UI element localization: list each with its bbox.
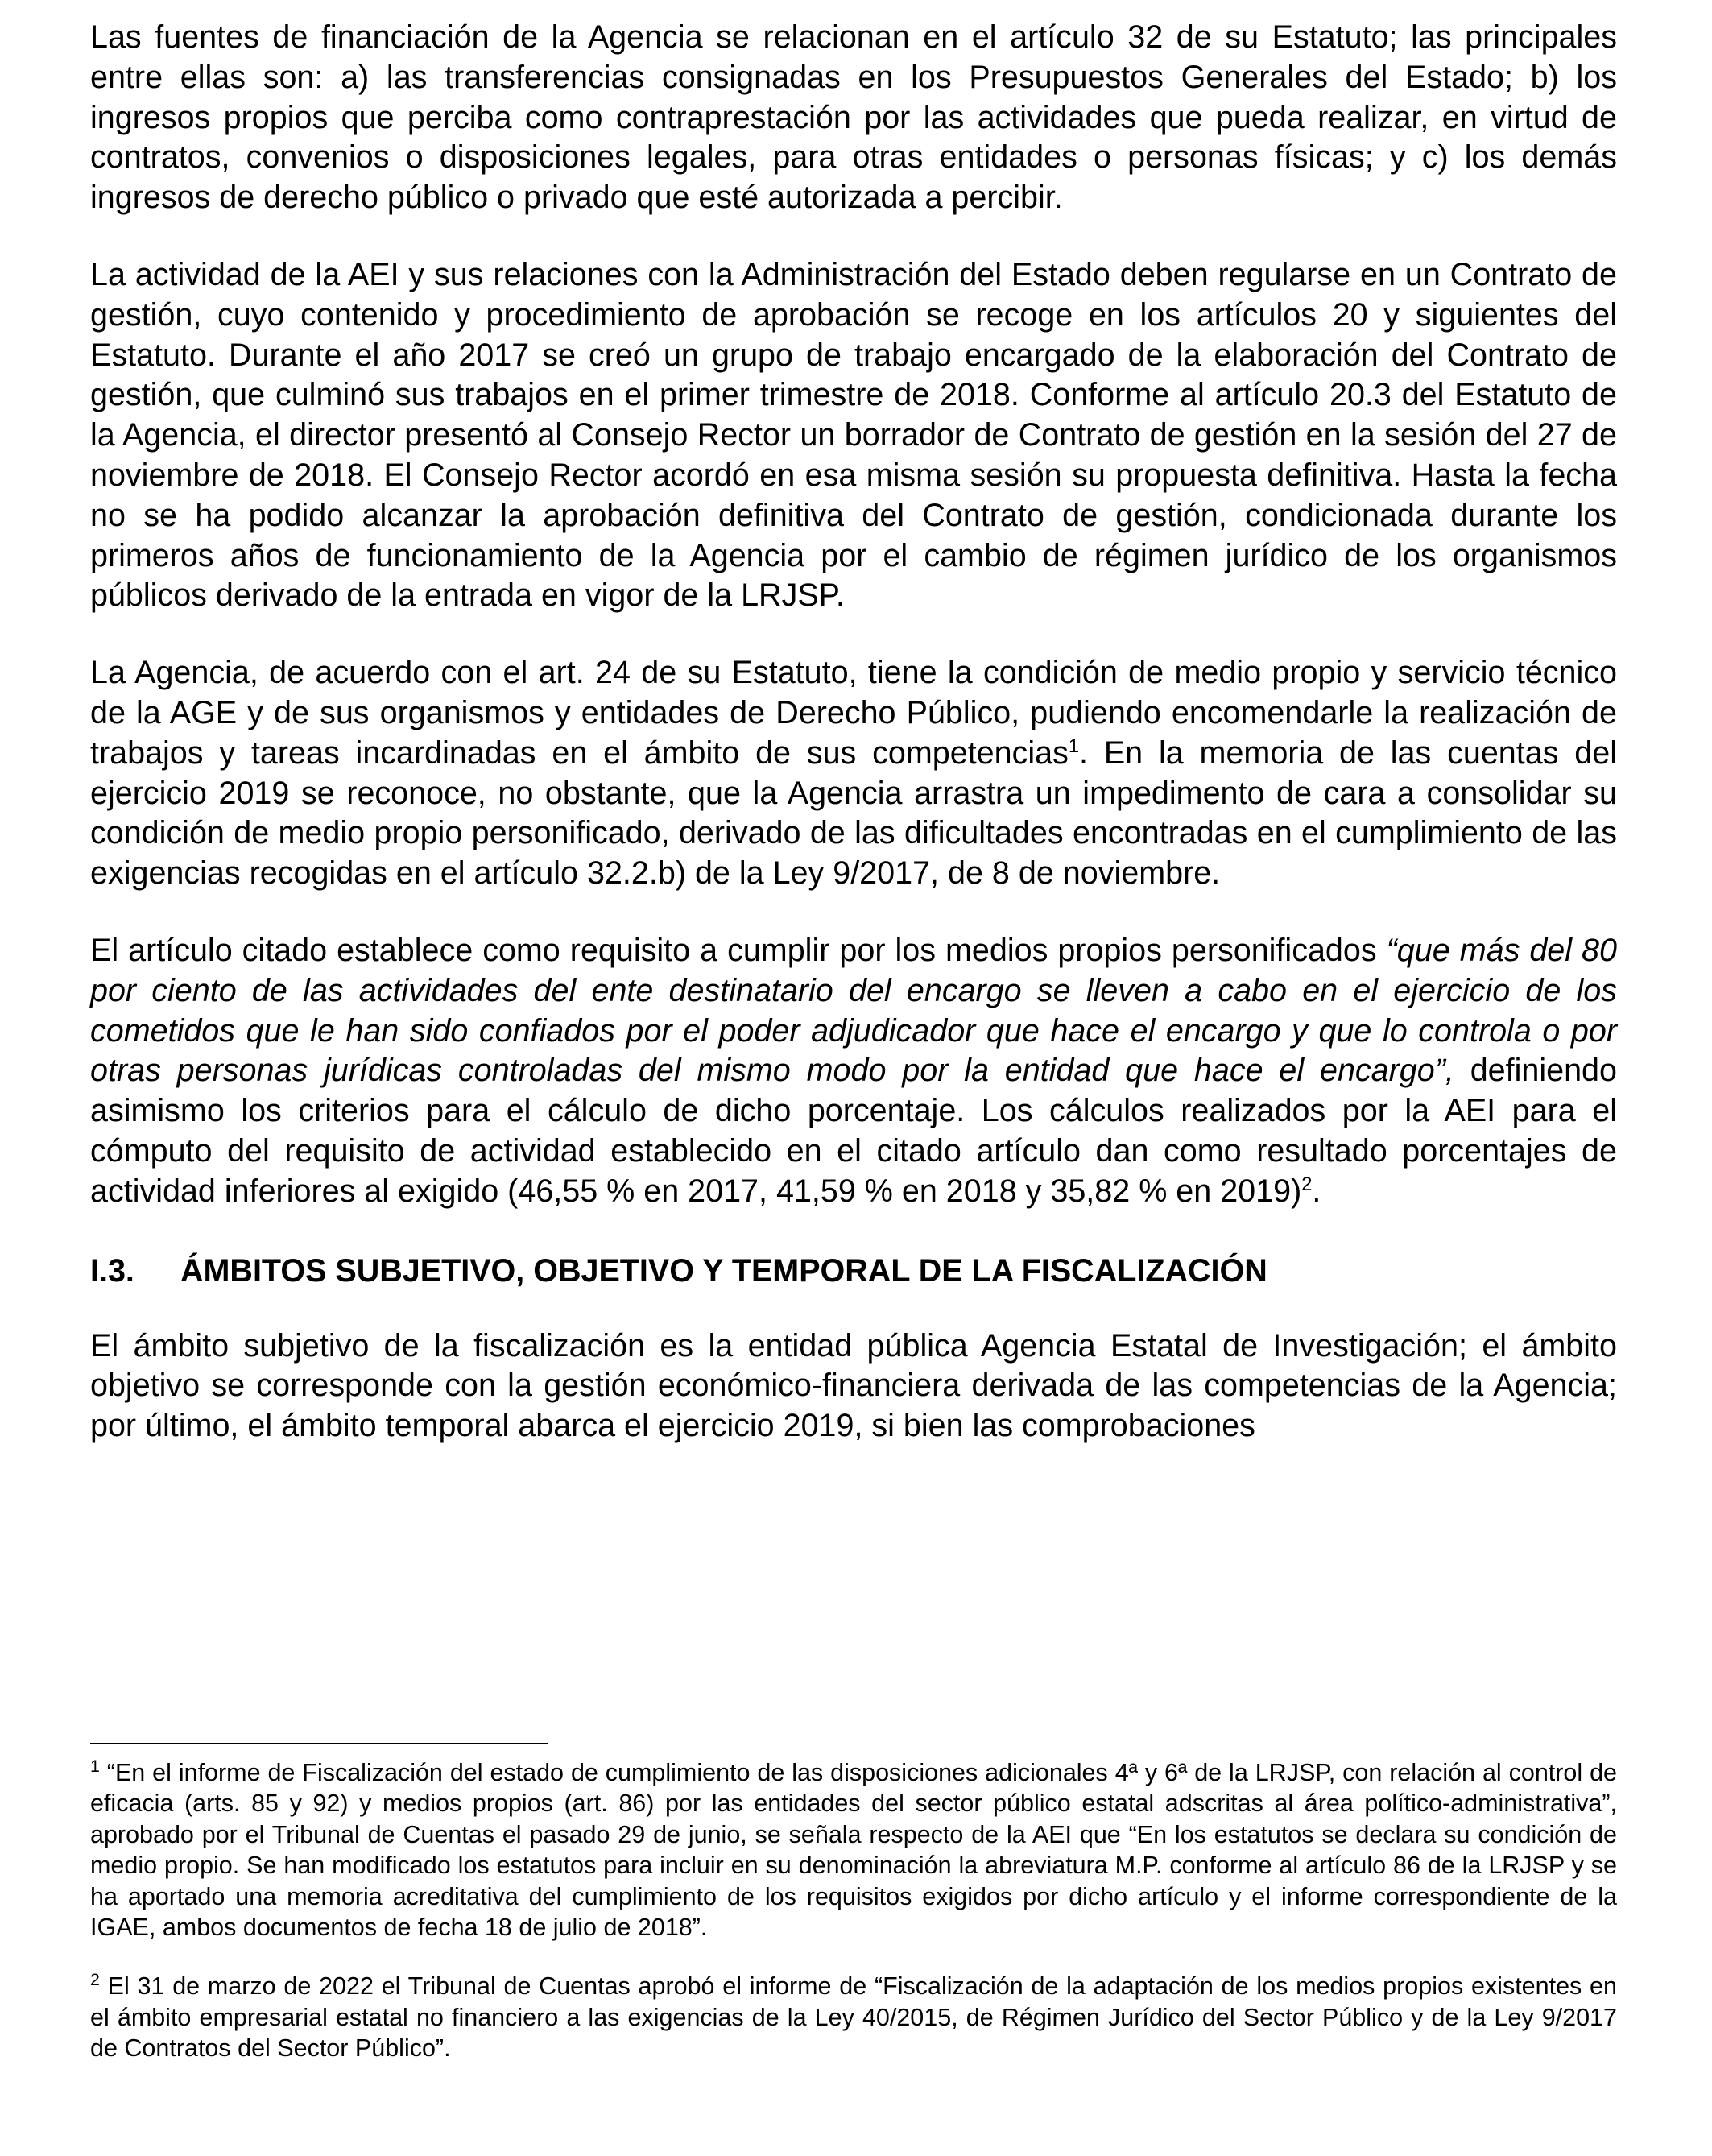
- paragraph-own-means-text: La Agencia, de acuerdo con el art. 24 de su Estatuto, tiene la condición de medio propio y servicio técnico de la AGE y de sus organismos y entidades de Derecho Público, pudiendo encomendarle la realización de trabajos y tareas incardinadas en el ámbito de sus competencias: [90, 655, 1617, 771]
- paragraph-article-requirement: [90, 931, 1617, 1212]
- paragraph-scope: El ámbito subjetivo de la fiscalización es la entidad pública Agencia Estatal de Investigación; el ámbito objetivo se corresponde con la gestión económico-financiera derivada de las competencias de la Agencia; por último, el ámbito temporal abarca el ejercicio 2019, si bien las comprobaciones: [90, 1327, 1617, 1444]
- paragraph-own-means: [90, 653, 1617, 894]
- footnote-mark-1: 1: [90, 1756, 100, 1776]
- footnote-ref-2[interactable]: 2: [1301, 1173, 1313, 1195]
- footnote-2: [90, 1971, 1617, 2063]
- footnote-2-text: El 31 de marzo de 2022 el Tribunal de Cuentas aprobó el informe de “Fiscalización de la adaptación de los medios propios existentes en el ámbito empresarial estatal no financiero a las exigencias de la Ley 40/2015, de Régimen Jurídico del Sector Público y de la Ley 9/2017 de Contratos del Sector Público”.: [90, 1972, 1617, 2063]
- footnote-ref-1[interactable]: 1: [1068, 735, 1080, 757]
- legal-quote: “que más del 80 por ciento de las actividades del ente destinatario del encargo se lleven a cabo en el ejercicio de los cometidos que le han sido confiados por el poder adjudicador que hace el encargo y que lo controla o por otras personas jurídicas controladas del mismo modo por la entidad que hace el encargo”,: [90, 932, 1617, 1089]
- footnote-1: [90, 1757, 1617, 1943]
- document-body: [90, 18, 1617, 1446]
- paragraph-financing-sources: Las fuentes de financiación de la Agencia se relacionan en el artículo 32 de su Estatuto; las principales entre ellas son: a) las transferencias consignadas en los Presupuestos Generales del Estado; b) los ingresos propios que perciba como contraprestación por las actividades que pueda realizar, en virtud de contratos, convenios o disposiciones legales, para otras entidades o personas físicas; y c) los demás ingresos de derecho público o privado que esté autorizada a percibir.: [90, 19, 1617, 216]
- paragraph-own-means-text-cont: . En la memoria de las cuentas del ejercicio 2019 se reconoce, no obstante, que la Agencia arrastra un impedimento de cara a consolidar su condición de medio propio personificado, derivado de las dificultades encontradas en el cumplimiento de las exigencias recogidas en el artículo 32.2.b) de la Ley 9/2017, de 8 de noviembre.: [90, 735, 1617, 892]
- paragraph-article-requirement-text: El artículo citado establece como requisito a cumplir por los medios propios personificados: [90, 932, 1387, 968]
- paragraph-end-punct: .: [1312, 1173, 1321, 1209]
- footnote-mark-2: 2: [90, 1970, 100, 1990]
- section-heading: [90, 1251, 1617, 1291]
- paragraph-article-requirement-text-cont: definiendo asimismo los criterios para el cálculo de dicho porcentaje. Los cálculos realizados por la AEI para el cómputo del requisito de actividad establecido en el citado artículo dan como resultado porcentajes de actividad inferiores al exigido (46,55 % en 2017, 41,59 % en 2018 y 35,82 % en 2019): [90, 1053, 1617, 1209]
- section-title: ÁMBITOS SUBJETIVO, OBJETIVO Y TEMPORAL DE LA FISCALIZACIÓN: [180, 1252, 1267, 1289]
- footnote-separator: [90, 1743, 548, 1744]
- footnote-1-text: “En el informe de Fiscalización del estado de cumplimiento de las disposiciones adicionales 4ª y 6ª de la LRJSP, con relación al control de eficacia (arts. 85 y 92) y medios propios (art. 86) por las entidades del sector público estatal adscritas al área político-administrativa”, aprobado por el Tribunal de Cuentas el pasado 29 de junio, se señala respecto de la AEI que “En los estatutos se declara su condición de medio propio. Se han modificado los estatutos para incluir en su denominación la abreviatura M.P. conforme al artículo 86 de la LRJSP y se ha aportado una memoria acreditativa del cumplimiento de los requisitos exigidos por dicho artículo y el informe correspondiente de la IGAE, ambos documentos de fecha 18 de julio de 2018”.: [90, 1759, 1617, 1942]
- section-number: I.3.: [90, 1252, 134, 1289]
- paragraph-management-contract: La actividad de la AEI y sus relaciones con la Administración del Estado deben regularse en un Contrato de gestión, cuyo contenido y procedimiento de aprobación se recoge en los artículos 20 y siguientes del Estatuto. Durante el año 2017 se creó un grupo de trabajo encargado de la elaboración del Contrato de gestión, que culminó sus trabajos en el primer trimestre de 2018. Conforme al artículo 20.3 del Estatuto de la Agencia, el director presentó al Consejo Rector un borrador de Contrato de gestión en la sesión del 27 de noviembre de 2018. El Consejo Rector acordó en esa misma sesión su propuesta definitiva. Hasta la fecha no se ha podido alcanzar la aprobación definitiva del Contrato de gestión, condicionada durante los primeros años de funcionamiento de la Agencia por el cambio de régimen jurídico de los organismos públicos derivado de la entrada en vigor de la LRJSP.: [90, 256, 1617, 614]
- footnotes: [90, 1757, 1617, 2092]
